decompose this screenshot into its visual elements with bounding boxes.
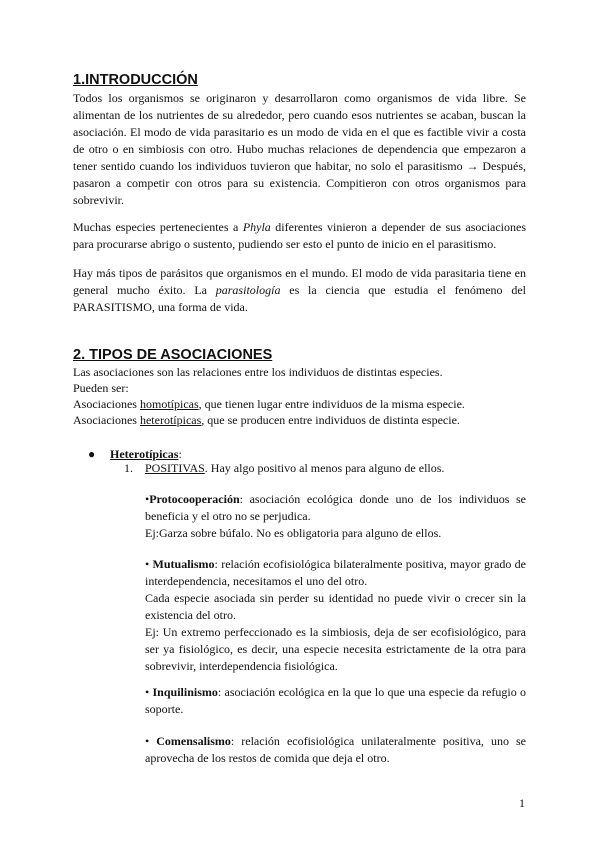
comensalismo-item [145, 733, 526, 767]
bullet-colon: : [178, 447, 182, 461]
intro-paragraph-2 [73, 219, 526, 253]
section-2-heading: 2. TIPOS DE ASOCIACIONES [73, 347, 273, 363]
intro-p2-text-end: diferentes vinieron a depender de sus asociaciones para procurarse abrigo o sustento, pudiendo ser esto el punto de inicio en el parasitismo. [73, 220, 527, 251]
positivas-text: . Hay algo positivo al menos para alguno de ellos. [204, 461, 445, 475]
item-bullet: • [145, 685, 153, 699]
item-definition: : asociación ecológica en la que lo que una especie da refugio o soporte. [145, 685, 526, 716]
item-bullet: • [145, 557, 153, 571]
intro-p3-italic: parasitología [215, 283, 281, 297]
pueden-ser-line: Pueden ser: [73, 381, 129, 395]
item-term: Protocooperación [149, 492, 240, 506]
associations-definition: Las asociaciones son las relaciones entre los individuos de distintas especies. [73, 365, 443, 379]
protocooperacion-item [145, 491, 526, 542]
intro-p3-text-end: es la ciencia que estudia el fenómeno del PARASITISMO, una forma de vida. [73, 283, 526, 314]
mutualismo-item [145, 556, 526, 675]
item-definition: : asociación ecológica donde uno de los individuos se beneficia y el otro no se perjudica. [145, 492, 526, 523]
list-number: 1. [124, 461, 133, 475]
item-definition: : relación ecofisiológica unilateralmente positiva, uno se aprovecha de los restos de comida que deja el otro. [145, 734, 526, 765]
homotipicas-description: , que tienen lugar entre individuos de la misma especie. [198, 397, 465, 411]
item-example: Ej: Un extremo perfeccionado es la simbiosis, deja de ser ecofisiológico, para ser ya fisiológico, es decir, una especie necesita estrictamente de la otra para sobrevivir, interdependencia fisiológica. [145, 625, 526, 673]
item-term: Mutualismo [152, 557, 215, 571]
heterotipicas-prefix: Asociaciones [73, 413, 140, 427]
bullet-label: Heterotípicas [110, 447, 179, 461]
positivas-label: POSITIVAS [145, 461, 205, 475]
inquilinismo-item [145, 684, 526, 718]
heterotipicas-description: , que se producen entre individuos de distinta especie. [201, 413, 460, 427]
page-number: 1 [519, 796, 525, 810]
positivas-list-item [124, 460, 444, 477]
item-detail: Cada especie asociada sin perder su identidad no puede vivir o crecer sin la existencia del otro. [145, 591, 526, 622]
homotipicas-prefix: Asociaciones [73, 397, 140, 411]
intro-p2-italic: Phyla [242, 220, 271, 234]
intro-p2-text: Muchas especies pertenecientes a [73, 220, 243, 234]
heterotipicas-line [73, 412, 460, 429]
item-bullet: • [145, 492, 150, 506]
bullet-icon: ● [88, 447, 96, 461]
item-term: Inquilinismo [152, 685, 218, 699]
section-1-heading: 1.INTRODUCCIÓN [73, 72, 198, 88]
intro-paragraph-1: Todos los organismos se originaron y desarrollaron como organismos de vida libre. Se alimentan de los nutrientes de su alrededor, pero cuando esos nutrientes se acaban, buscan la asociación. El modo de vida parasitario es un modo de vida en el que es factible vivir a costa de otro o en simbiosis con otro. Hubo muchas relaciones de dependencia que empezaron a tener sentido cuando los individuos tuvieron que habitar, no solo el parasitismo → Después, pasaron a competir con otros para su existencia. Compitieron con otros organismos para sobrevivir. [73, 91, 526, 207]
intro-p3-text: Hay más tipos de parásitos que organismos en el mundo. El modo de vida parasitaria tiene en general mucho éxito. La [73, 266, 526, 297]
item-definition: : relación ecofisiológica bilateralmente positiva, mayor grado de interdependencia, necesitamos el uno del otro. [145, 557, 527, 588]
item-bullet: • [145, 734, 157, 748]
intro-paragraph-3 [73, 265, 526, 316]
homotipicas-line [73, 396, 465, 413]
item-term: Comensalismo [156, 734, 231, 748]
homotipicas-term: homotípicas [139, 397, 199, 411]
item-example: Ej:Garza sobre búfalo. No es obligatoria para alguno de ellos. [145, 526, 442, 540]
heterotipicas-term: heterotípicas [139, 413, 202, 427]
